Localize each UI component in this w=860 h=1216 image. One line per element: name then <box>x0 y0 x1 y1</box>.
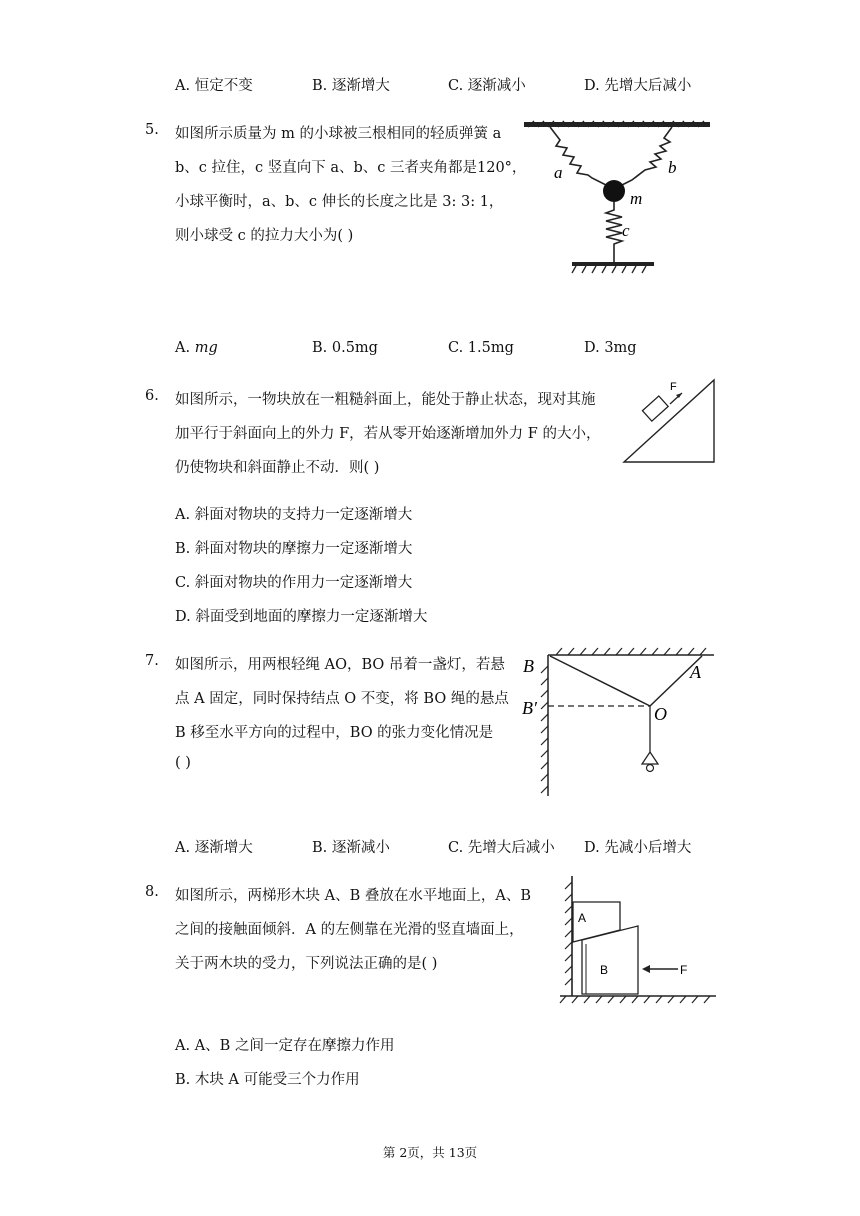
option-text: 斜面对物块的摩擦力一定逐渐增大 <box>194 541 413 557</box>
q7-option-a <box>175 836 253 857</box>
option-text: 逐渐减小 <box>467 78 526 94</box>
question-text-line: 则小球受 c 的拉力大小为( ) <box>175 228 354 244</box>
lamp <box>642 752 658 764</box>
q4-option-d <box>584 74 691 95</box>
option-letter: C. <box>175 575 191 591</box>
q6-option-c <box>175 571 412 592</box>
option-letter: C. <box>448 340 464 356</box>
q8-blocks-figure <box>552 874 722 1006</box>
question-number: 6. <box>145 388 159 404</box>
question-text-line: 如图所示，一物块放在一粗糙斜面上，能处于静止状态，现对其施 <box>175 392 596 408</box>
option-letter: D. <box>175 609 191 625</box>
question-number: 8. <box>145 884 159 900</box>
option-letter: C. <box>448 78 464 94</box>
question-text-line: 如图所示，两梯形木块 A、B 叠放在水平地面上，A、B <box>175 888 531 904</box>
option-text: A、B 之间一定存在摩擦力作用 <box>194 1038 395 1054</box>
q5-spring-figure <box>520 118 720 278</box>
label-a: A <box>578 911 587 925</box>
q6-incline-figure <box>620 376 720 466</box>
option-text: 斜面受到地面的摩擦力一定逐渐增大 <box>195 609 428 625</box>
question-text-line: 如图所示，用两根轻绳 AO，BO 吊着一盏灯，若悬 <box>175 657 505 673</box>
ball <box>603 180 625 202</box>
q8-option-b <box>175 1068 360 1089</box>
page-footer: 第 2页，共 13页 <box>382 1145 478 1160</box>
question-text-line: 加平行于斜面向上的外力 F，若从零开始逐渐增加外力 F 的大小， <box>175 426 601 442</box>
option-text: 斜面对物块的作用力一定逐渐增大 <box>194 575 413 591</box>
label-b: B <box>523 656 534 676</box>
option-letter: B. <box>312 840 328 856</box>
option-letter: A. <box>175 340 191 356</box>
q5-option-a <box>175 340 218 356</box>
label-a: a <box>554 163 563 182</box>
option-text: 先减小后增大 <box>604 840 692 856</box>
label-c: c <box>622 221 630 240</box>
label-b: B <box>600 963 609 977</box>
option-text: 0.5mg <box>331 340 378 356</box>
q7-option-b <box>312 836 390 857</box>
option-letter: D. <box>584 78 600 94</box>
question-text-line: b、c 拉住，c 竖直向下 a、b、c 三者夹角都是120°， <box>175 160 527 176</box>
option-letter: B. <box>175 541 191 557</box>
question-text-line: 关于两木块的受力，下列说法正确的是( ) <box>175 956 438 972</box>
option-letter: A. <box>175 1038 191 1054</box>
q7-option-c <box>448 836 555 857</box>
option-text: 3mg <box>604 340 637 356</box>
option-text: 逐渐增大 <box>194 840 253 856</box>
q7-lamp-figure <box>520 646 720 798</box>
q6-option-d <box>175 605 427 626</box>
option-letter: A. <box>175 78 191 94</box>
label-o: O <box>654 704 667 724</box>
spring-c <box>606 202 622 262</box>
rope-bo <box>550 656 650 706</box>
q6-option-a <box>175 503 412 524</box>
option-text: 逐渐减小 <box>331 840 390 856</box>
option-text: 1.5mg <box>467 340 514 356</box>
block <box>642 396 668 421</box>
spring-b <box>616 127 672 188</box>
option-letter: A. <box>175 840 191 856</box>
option-letter: B. <box>312 78 328 94</box>
q4-option-c <box>448 74 526 95</box>
label-f: F <box>670 381 677 393</box>
label-m: m <box>630 189 643 208</box>
option-letter: B. <box>175 1072 191 1088</box>
q6-option-b <box>175 537 412 558</box>
label-b-prime: B′ <box>522 698 537 718</box>
question-text-line: ( ) <box>175 755 191 771</box>
label-b: b <box>668 158 677 177</box>
option-letter: A. <box>175 507 191 523</box>
q5-option-c <box>448 340 514 356</box>
q8-option-a <box>175 1034 394 1055</box>
question-text-line: 之间的接触面倾斜．A 的左侧靠在光滑的竖直墙面上， <box>175 922 524 938</box>
question-text-line: 点 A 固定，同时保持结点 O 不变，将 BO 绳的悬点 <box>175 691 509 707</box>
question-number: 5. <box>145 122 159 138</box>
option-text: 木块 A 可能受三个力作用 <box>194 1072 360 1088</box>
option-text: 逐渐增大 <box>331 78 390 94</box>
option-letter: B. <box>312 340 328 356</box>
question-text-line: 仍使物块和斜面静止不动．则( ) <box>175 460 380 476</box>
option-text: 先增大后减小 <box>467 840 555 856</box>
question-text-line: 如图所示质量为 m 的小球被三根相同的轻质弹簧 a <box>175 126 502 142</box>
question-text-line: 小球平衡时，a、b、c 伸长的长度之比是 3: 3: 1， <box>175 194 504 210</box>
option-letter: D. <box>584 840 600 856</box>
option-letter: D. <box>584 340 600 356</box>
option-letter: C. <box>448 840 464 856</box>
q4-option-b <box>312 74 390 95</box>
option-text: 先增大后减小 <box>604 78 692 94</box>
q5-option-b <box>312 340 378 356</box>
q7-option-d <box>584 836 691 857</box>
option-text: 斜面对物块的支持力一定逐渐增大 <box>194 507 413 523</box>
option-text: 恒定不变 <box>194 78 253 94</box>
question-text-line: B 移至水平方向的过程中，BO 的张力变化情况是 <box>175 725 494 741</box>
question-number: 7. <box>145 653 159 669</box>
option-text: mg <box>194 340 218 356</box>
q4-option-a <box>175 74 253 95</box>
label-a: A <box>690 662 701 682</box>
label-f: F <box>680 963 688 977</box>
q5-option-d <box>584 340 637 356</box>
